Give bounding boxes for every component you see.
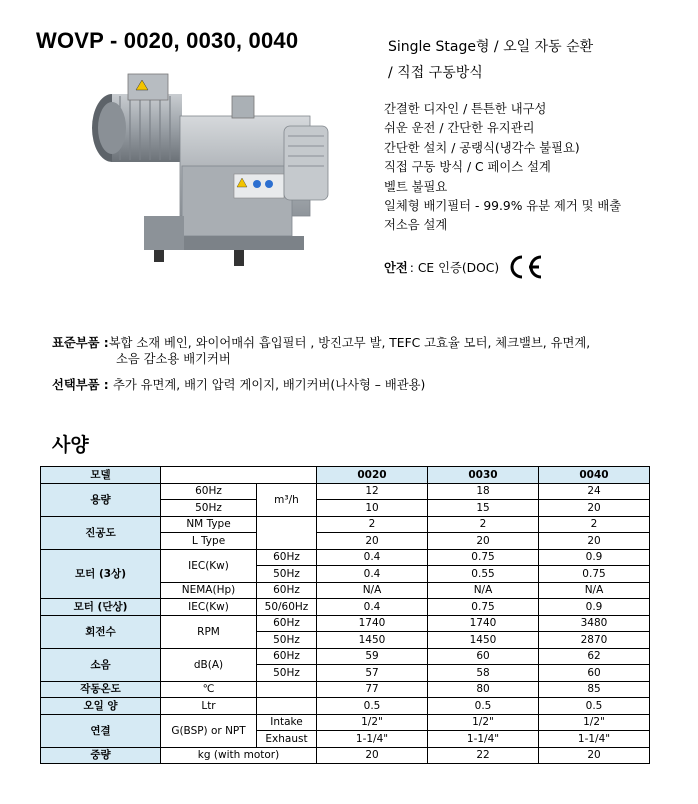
table-cell: 59 bbox=[317, 648, 428, 665]
table-row bbox=[41, 615, 650, 632]
feature-item: 저소음 설계 bbox=[384, 218, 448, 233]
feature-item: 간단한 설치 / 공랭식(냉각수 불필요) bbox=[384, 140, 580, 155]
table-cell bbox=[257, 698, 317, 715]
table-cell: 20 bbox=[317, 533, 428, 550]
table-cell: 0.75 bbox=[428, 549, 539, 566]
table-cell: 50Hz bbox=[257, 665, 317, 682]
table-cell: 58 bbox=[428, 665, 539, 682]
table-cell: Exhaust bbox=[257, 731, 317, 748]
table-cell: 0.5 bbox=[428, 698, 539, 715]
header-cell bbox=[161, 467, 317, 484]
table-cell: G(BSP) or NPT bbox=[161, 714, 257, 747]
table-row bbox=[41, 747, 650, 764]
row-label: 모터 (3상) bbox=[41, 549, 161, 599]
standard-parts-line1: 복합 소재 베인, 와이어매쉬 흡입필터 , 방진고무 발, TEFC 고효율 모터, 체크밸브, 유면계, bbox=[108, 336, 591, 350]
table-cell: 1450 bbox=[428, 632, 539, 649]
table-cell: 1-1/4" bbox=[539, 731, 650, 748]
standard-parts-label: 표준부품 : bbox=[52, 336, 109, 350]
table-row bbox=[41, 681, 650, 698]
feature-item: 벨트 불필요 bbox=[384, 179, 448, 194]
header-cell: 0020 bbox=[317, 467, 428, 484]
standard-parts bbox=[52, 335, 590, 367]
table-cell: 1/2" bbox=[539, 714, 650, 731]
row-label: 오일 양 bbox=[41, 698, 161, 715]
subtitle-line-1: Single Stage형 / 오일 자동 순환 bbox=[388, 39, 594, 55]
table-cell: Intake bbox=[257, 714, 317, 731]
table-cell: 60Hz bbox=[161, 483, 257, 500]
table-cell: 2 bbox=[539, 516, 650, 533]
safety-value: : CE 인증(DOC) bbox=[409, 261, 500, 275]
table-cell: IEC(Kw) bbox=[161, 599, 257, 616]
spec-heading: 사양 bbox=[52, 434, 89, 456]
table-cell: m³/h bbox=[257, 483, 317, 516]
table-cell: N/A bbox=[428, 582, 539, 599]
row-label: 회전수 bbox=[41, 615, 161, 648]
table-cell: 50Hz bbox=[161, 500, 257, 517]
table-cell: 3480 bbox=[539, 615, 650, 632]
table-cell: 20 bbox=[317, 747, 428, 764]
table-cell bbox=[257, 516, 317, 549]
table-cell: 0.75 bbox=[539, 566, 650, 583]
table-cell: 22 bbox=[428, 747, 539, 764]
table-cell: 0.5 bbox=[317, 698, 428, 715]
table-cell: 50Hz bbox=[257, 566, 317, 583]
table-cell: 0.75 bbox=[428, 599, 539, 616]
feature-item: 쉬운 운전 / 간단한 유지관리 bbox=[384, 121, 535, 136]
table-cell: 20 bbox=[539, 500, 650, 517]
table-cell: 0.4 bbox=[317, 599, 428, 616]
table-cell: 20 bbox=[539, 533, 650, 550]
row-label: 진공도 bbox=[41, 516, 161, 549]
table-cell: 24 bbox=[539, 483, 650, 500]
table-cell: 50/60Hz bbox=[257, 599, 317, 616]
table-cell: 50Hz bbox=[257, 632, 317, 649]
ce-mark-icon bbox=[505, 254, 545, 280]
table-cell: 60 bbox=[428, 648, 539, 665]
subtitle-line-2: / 직접 구동방식 bbox=[388, 65, 483, 81]
table-cell: NEMA(Hp) bbox=[161, 582, 257, 599]
table-cell: kg (with motor) bbox=[161, 747, 317, 764]
table-cell: 2870 bbox=[539, 632, 650, 649]
table-cell: IEC(Kw) bbox=[161, 549, 257, 582]
header-cell: 0030 bbox=[428, 467, 539, 484]
table-row bbox=[41, 483, 650, 500]
table-cell: NM Type bbox=[161, 516, 257, 533]
header-cell: 모델 bbox=[41, 467, 161, 484]
table-cell: dB(A) bbox=[161, 648, 257, 681]
table-cell: 2 bbox=[428, 516, 539, 533]
table-cell: 60Hz bbox=[257, 648, 317, 665]
table-cell: 18 bbox=[428, 483, 539, 500]
table-cell: 2 bbox=[317, 516, 428, 533]
table-cell: 10 bbox=[317, 500, 428, 517]
table-cell: RPM bbox=[161, 615, 257, 648]
table-cell: 0.9 bbox=[539, 599, 650, 616]
table-cell: 0.55 bbox=[428, 566, 539, 583]
row-label: 소음 bbox=[41, 648, 161, 681]
row-label: 용량 bbox=[41, 483, 161, 516]
table-cell: 80 bbox=[428, 681, 539, 698]
table-row bbox=[41, 648, 650, 665]
table-cell: 20 bbox=[539, 747, 650, 764]
page-title: WOVP - 0020, 0030, 0040 bbox=[36, 28, 299, 53]
table-cell: 1740 bbox=[317, 615, 428, 632]
optional-parts bbox=[52, 375, 425, 393]
table-row bbox=[41, 467, 650, 484]
feature-list bbox=[384, 100, 621, 236]
table-cell: ℃ bbox=[161, 681, 257, 698]
table-cell: 1/2" bbox=[317, 714, 428, 731]
table-cell: 0.4 bbox=[317, 549, 428, 566]
table-cell: 62 bbox=[539, 648, 650, 665]
table-cell: 60 bbox=[539, 665, 650, 682]
row-label: 작동온도 bbox=[41, 681, 161, 698]
spec-table bbox=[40, 466, 650, 764]
table-cell: 57 bbox=[317, 665, 428, 682]
table-cell bbox=[257, 681, 317, 698]
feature-item: 직접 구동 방식 / C 페이스 설계 bbox=[384, 160, 551, 175]
table-cell: 1740 bbox=[428, 615, 539, 632]
table-row bbox=[41, 714, 650, 731]
table-row bbox=[41, 698, 650, 715]
feature-item: 일체형 배기필터 - 99.9% 유분 제거 및 배출 bbox=[384, 199, 622, 214]
table-cell: 77 bbox=[317, 681, 428, 698]
table-cell: N/A bbox=[317, 582, 428, 599]
table-cell: 1-1/4" bbox=[428, 731, 539, 748]
row-label: 중량 bbox=[41, 747, 161, 764]
feature-item: 간결한 디자인 / 튼튼한 내구성 bbox=[384, 102, 547, 116]
optional-parts-label: 선택부품 : bbox=[52, 378, 113, 392]
table-row bbox=[41, 549, 650, 566]
header-cell: 0040 bbox=[539, 467, 650, 484]
table-cell: 1450 bbox=[317, 632, 428, 649]
table-cell: 15 bbox=[428, 500, 539, 517]
row-label: 연결 bbox=[41, 714, 161, 747]
table-cell: Ltr bbox=[161, 698, 257, 715]
table-cell: 0.4 bbox=[317, 566, 428, 583]
standard-parts-line2: 소음 감소용 배기커버 bbox=[116, 352, 231, 366]
table-cell: 1-1/4" bbox=[317, 731, 428, 748]
table-cell: 60Hz bbox=[257, 549, 317, 566]
table-cell: 12 bbox=[317, 483, 428, 500]
row-label: 모터 (단상) bbox=[41, 599, 161, 616]
table-cell: 60Hz bbox=[257, 582, 317, 599]
table-row bbox=[41, 599, 650, 616]
table-cell: N/A bbox=[539, 582, 650, 599]
table-cell: 0.5 bbox=[539, 698, 650, 715]
table-cell: 60Hz bbox=[257, 615, 317, 632]
safety-label: 안전 bbox=[384, 261, 408, 275]
table-cell: 85 bbox=[539, 681, 650, 698]
table-cell: 1/2" bbox=[428, 714, 539, 731]
vacuum-pump-image bbox=[84, 66, 344, 284]
table-row bbox=[41, 516, 650, 533]
safety-line bbox=[384, 254, 545, 280]
optional-parts-value: 추가 유면계, 배기 압력 게이지, 배기커버(나사형 – 배관용) bbox=[113, 378, 426, 392]
table-cell: L Type bbox=[161, 533, 257, 550]
table-cell: 20 bbox=[428, 533, 539, 550]
table-cell: 0.9 bbox=[539, 549, 650, 566]
